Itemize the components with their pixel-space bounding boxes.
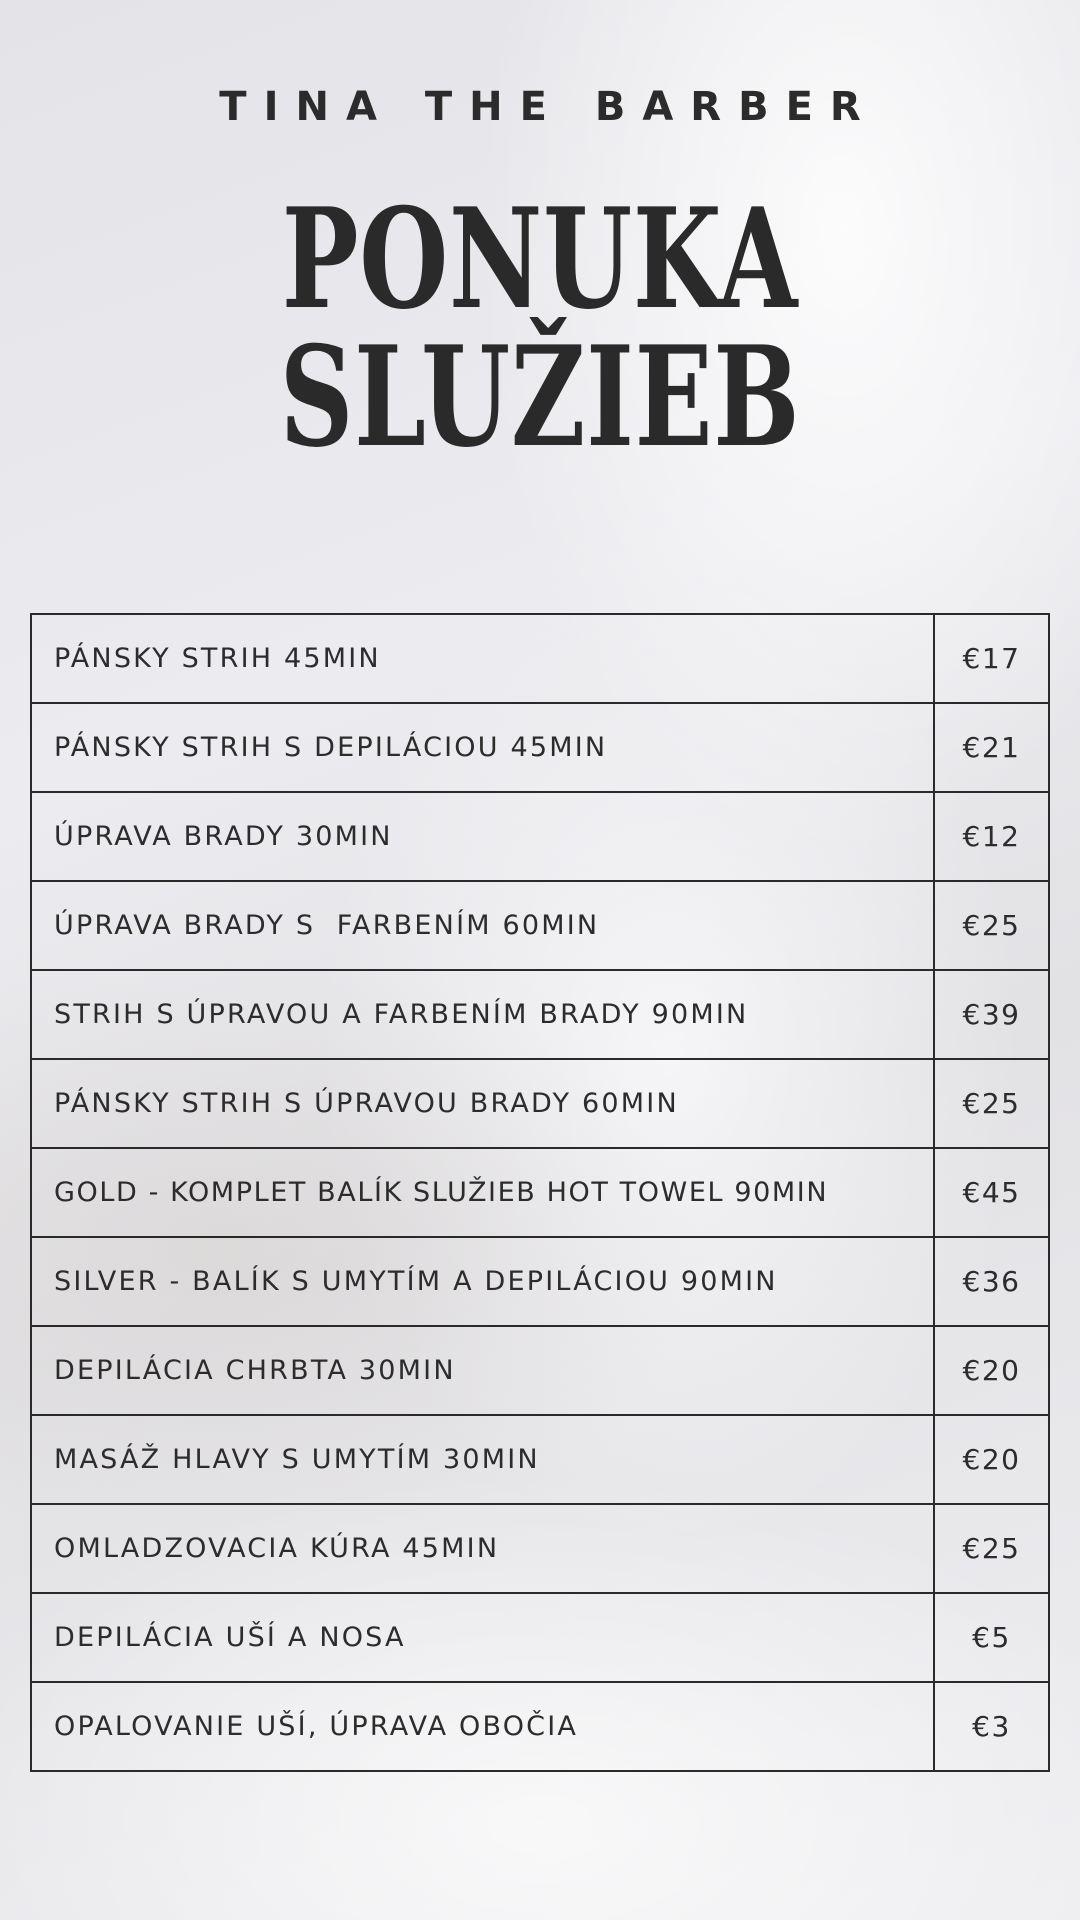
service-name: DEPILÁCIA UŠÍ A NOSA [31, 1593, 934, 1682]
service-price: €25 [934, 1059, 1049, 1148]
table-row [31, 1504, 1049, 1593]
page-title [140, 177, 939, 478]
service-price: €45 [934, 1148, 1049, 1237]
table-row [31, 1148, 1049, 1237]
table-row [31, 703, 1049, 792]
service-name: OPALOVANIE UŠÍ, ÚPRAVA OBOČIA [31, 1682, 934, 1771]
service-name: SILVER - BALÍK S UMYTÍM A DEPILÁCIOU 90MIN [31, 1237, 934, 1326]
service-price: €3 [934, 1682, 1049, 1771]
service-name: GOLD - KOMPLET BALÍK SLUŽIEB HOT TOWEL 90MIN [31, 1148, 934, 1237]
service-price: €21 [934, 703, 1049, 792]
table-row [31, 614, 1049, 703]
service-name: PÁNSKY STRIH S DEPILÁCIOU 45MIN [31, 703, 934, 792]
service-price: €36 [934, 1237, 1049, 1326]
service-price: €5 [934, 1593, 1049, 1682]
service-price: €39 [934, 970, 1049, 1059]
table-row [31, 1326, 1049, 1415]
price-list-table [30, 613, 1050, 1772]
service-name: STRIH S ÚPRAVOU A FARBENÍM BRADY 90MIN [31, 970, 934, 1059]
service-price: €17 [934, 614, 1049, 703]
service-name: ÚPRAVA BRADY S FARBENÍM 60MIN [31, 881, 934, 970]
service-name: DEPILÁCIA CHRBTA 30MIN [31, 1326, 934, 1415]
service-price: €25 [934, 881, 1049, 970]
table-row [31, 1593, 1049, 1682]
table-row [31, 1237, 1049, 1326]
service-price: €12 [934, 792, 1049, 881]
table-row [31, 792, 1049, 881]
service-name: OMLADZOVACIA KÚRA 45MIN [31, 1504, 934, 1593]
service-name: PÁNSKY STRIH S ÚPRAVOU BRADY 60MIN [31, 1059, 934, 1148]
table-row [31, 970, 1049, 1059]
table-row [31, 881, 1049, 970]
service-name: PÁNSKY STRIH 45MIN [31, 614, 934, 703]
brand-name: TINA THE BARBER [219, 84, 878, 130]
service-name: ÚPRAVA BRADY 30MIN [31, 792, 934, 881]
service-price: €25 [934, 1504, 1049, 1593]
table-row [31, 1059, 1049, 1148]
service-price: €20 [934, 1326, 1049, 1415]
service-name: MASÁŽ HLAVY S UMYTÍM 30MIN [31, 1415, 934, 1504]
service-price: €20 [934, 1415, 1049, 1504]
title-line-2: SLUŽIEB [279, 315, 801, 478]
title-line-1: PONUKA [281, 177, 799, 340]
table-row [31, 1415, 1049, 1504]
table-row [31, 1682, 1049, 1771]
